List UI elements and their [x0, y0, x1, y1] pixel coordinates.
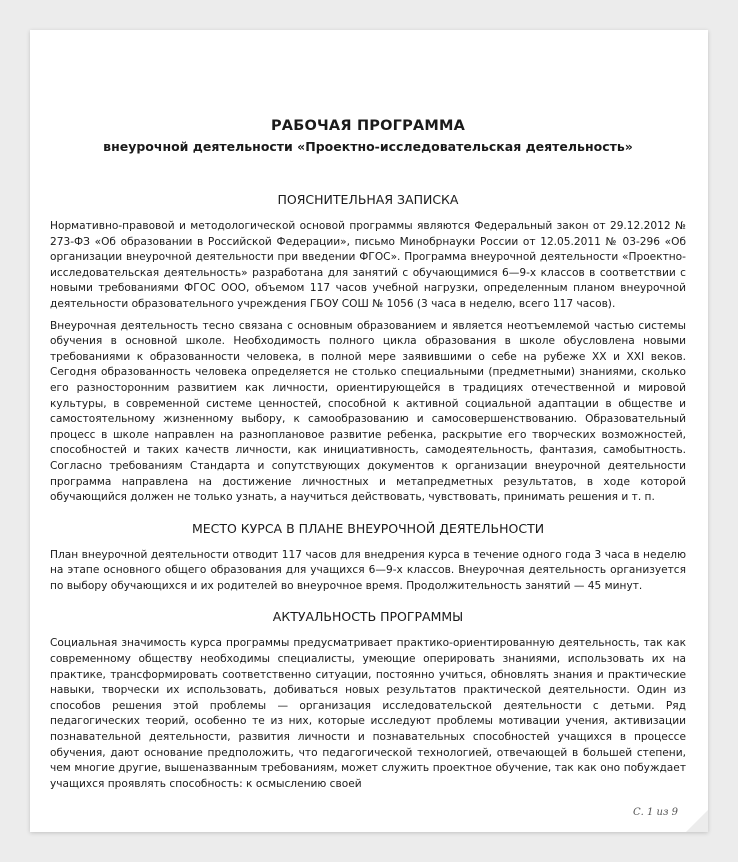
paragraph: План внеурочной деятельности отводит 117 часов для внедрения курса в течение одного года 3 часа в неделю на этапе основного общего образования для учащихся 6—9-х классов. Внеурочная деятельность организуется по выбору обучающихся и их родителей во внеурочное время. Продолжительность занятий — 45 минут.: [50, 548, 686, 592]
document-page: [30, 30, 708, 832]
document-content: [50, 116, 686, 798]
page-number: С. 1 из 9: [633, 807, 678, 818]
page-corner-fold: [686, 810, 708, 832]
section-heading-explanatory-note: ПОЯСНИТЕЛЬНАЯ ЗАПИСКА: [277, 192, 459, 207]
document-subtitle: внеурочной деятельности «Проектно-исследовательская деятельность»: [103, 139, 633, 154]
section-heading-relevance: АКТУАЛЬНОСТЬ ПРОГРАММЫ: [272, 609, 464, 625]
document-title: РАБОЧАЯ ПРОГРАММА: [270, 118, 466, 134]
paragraph: Социальная значимость курса программы предусматривает практико-ориентированную деятельность, так как современному обществу необходимы специалисты, умеющие оперировать знаниями, использовать их на практике, трансформировать соответственно ситуации, постоянно учиться, обновлять знания и практические навыки, творчески их использовать, добиваться новых результатов практической деятельности. Один из способов решения этой проблемы — организация исследовательской деятельности с детьми. Ряд педагогических теорий, особенно те из них, которые исследуют проблемы мотивации учения, активизации познавательной деятельности, развития личности и познавательных способностей учащихся в процессе обучения, дают основание предположить, что педагогической технологией, отвечающей в большей степени, чем многие другие, вышеназванным требованиям, может служить проектное обучение, так как оно побуждает учащихся проявлять способность: к осмыслению своей: [50, 637, 686, 790]
section-heading-course-place: МЕСТО КУРСА В ПЛАНЕ ВНЕУРОЧНОЙ ДЕЯТЕЛЬНОСТИ: [191, 520, 545, 536]
paragraph: Внеурочная деятельность тесно связана с основным образованием и является неотъемлемой частью системы обучения в основной школе. Необходимость полного цикла образования в школе обусловлена новыми требованиями к образованности человека, в полной мере заявившими о себе на рубеже XX и XXI веков. Сегодня образованность человека определяется не столько специальными (предметными) знаниями, сколько его разносторонним развитием как личности, ориентирующейся в традициях отечественной и мировой культуры, в современной системе ценностей, способной к активной социальной адаптации в обществе и самостоятельному жизненному выбору, к самообразованию и самосовершенствованию. Образовательный процесс в школе направлен на разноплановое развитие ребенка, раскрытие его творческих возможностей, способностей и таких качеств личности, как инициативность, самодеятельность, фантазия, самобытность. Согласно требованиям Стандарта и сопутствующих документов к организации внеурочной деятельности программа направлена на достижение личностных и метапредметных результатов, в ходе которой обучающийся должен не только узнать, а научиться действовать, чувствовать, принимать решения и т. п.: [50, 319, 686, 504]
paragraph: Нормативно-правовой и методологической основой программы являются Федеральный закон от 29.12.2012 № 273-ФЗ «Об образовании в Российской Федерации», письмо Минобрнауки России от 12.05.2011 № 03-296 «Об организации внеурочной деятельности при введении ФГОС». Программа внеурочной деятельности «Проектно-исследовательская деятельность» разработана для занятий с обучающимися 6—9-х классов в соответствии с новыми требованиями ФГОС ООО, объемом 117 часов учебной нагрузки, определенным планом внеурочной деятельности образовательного учреждения ГБОУ СОШ № 1056 (3 часа в неделю, всего 117 часов).: [50, 220, 686, 310]
